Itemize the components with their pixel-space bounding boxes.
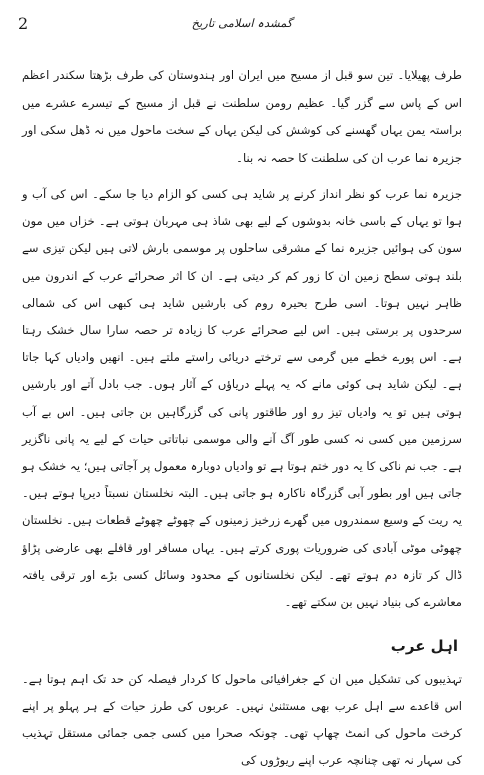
paragraph-text: جزیرہ نما عرب کو نظر انداز کرنے پر شاید ہی کسی کو الزام دیا جا سکے۔ اس کی آب و ہوا تو یہاں کے باسی خانہ بدوشوں کے لیے بھی شاذ ہی مہربان ہوتی ہے۔ خزاں میں مون سون کی ہوائیں جزیرہ نما کے مشرقی ساحلوں پر موسمی بارش لاتی ہیں لیکن تیزی سے بلند ہوتی سطح زمین ان کا زور کم کر دیتی ہے۔ ان کا اثر صحرائے عرب کے اندرون میں ظاہر نہیں ہوتا۔ اسی طرح بحیرہ روم کی بارشیں شاید ہی کبھی اس کی شمالی سرحدوں پر برستی ہیں۔ اس لیے صحرائے عرب کا زیادہ تر حصہ سارا سال خشک رہتا ہے۔ اس پورے خطے میں گرمی سے ترختے دریائی راستے ملتے ہیں۔ انھیں وادیاں کہا جاتا ہے۔ لیکن شاید ہی کوئی مانے کہ یہ پہلے دریاؤں کے آثار ہوں۔ جب بادل آتے اور بارشیں ہوتی ہیں تو یہ وادیاں تیز رو اور طاقتور پانی کی گزرگاہیں بن جاتی ہیں۔ اس بے آب سرزمین میں کسی نہ کسی طور آگ آنے والی موسمی نباتاتی حیات کے لیے یہ پانی ناگزیر ہے۔ جب نم ناکی کا یہ دور ختم ہوتا ہے تو وادیاں دوبارہ معمول پر آجاتی ہیں؛ یہ خشک ہو جاتی ہیں اور بطور آبی گزرگاہ ناکارہ ہو جاتی ہیں۔ البتہ نخلستان نسبتاً دیرپا ہوتے ہیں۔ یہ ریت کے وسیع سمندروں میں گھرے زرخیز زمینوں کے چھوٹے چھوٹے قطعات ہیں۔ نخلستان چھوٹی موٹی آبادی کی ضروریات پوری کرتے ہیں۔ یہاں مسافر اور قافلے بھی عارضی پڑاؤ ڈال کر تازہ دم ہوتے تھے۔ لیکن نخلستانوں کے محدود وسائل کسی بڑے اور ترقی یافتہ معاشرے کی بنیاد نہیں بن سکتے تھے۔ bbox=[21, 187, 462, 610]
running-header-title: گمشدہ اسلامی تاریخ bbox=[191, 16, 293, 30]
paragraph-1 bbox=[22, 62, 462, 172]
page-number: 2 bbox=[18, 14, 29, 33]
paragraph-2 bbox=[22, 181, 462, 616]
section-heading: اہل عرب bbox=[390, 637, 458, 655]
paragraph-text: تہذیبوں کی تشکیل میں ان کے جغرافیائی ماحول کا کردار فیصلہ کن حد تک اہم ہوتا ہے۔ اس قاعدے سے اہل عرب بھی مستثنیٰ نہیں۔ عربوں کی طرز حیات کے ہر پہلو پر اپنے کرخت ماحول کی انمٹ چھاپ تھی۔ چونکہ صحرا میں کسی جمی جمائی مستقل تہذیب کی سہار نہ تھی چنانچہ عرب اپنے ریوڑوں کی bbox=[22, 672, 462, 767]
paragraph-3 bbox=[22, 666, 462, 774]
paragraph-text: طرف پھیلایا۔ تین سو قبل از مسیح میں ایران اور ہندوستان کی طرف بڑھتا سکندر اعظم اس کے پاس سے گزر گیا۔ عظیم رومن سلطنت نے قبل از مسیح کے تیسرے عشرے میں براستہ یمن یہاں گھسنے کی کوشش کی لیکن یہاں کے سخت ماحول میں نہ ڈھل سکی اور جزیرہ نما عرب ان کی سلطنت کا حصہ نہ بنا۔ bbox=[22, 68, 462, 165]
